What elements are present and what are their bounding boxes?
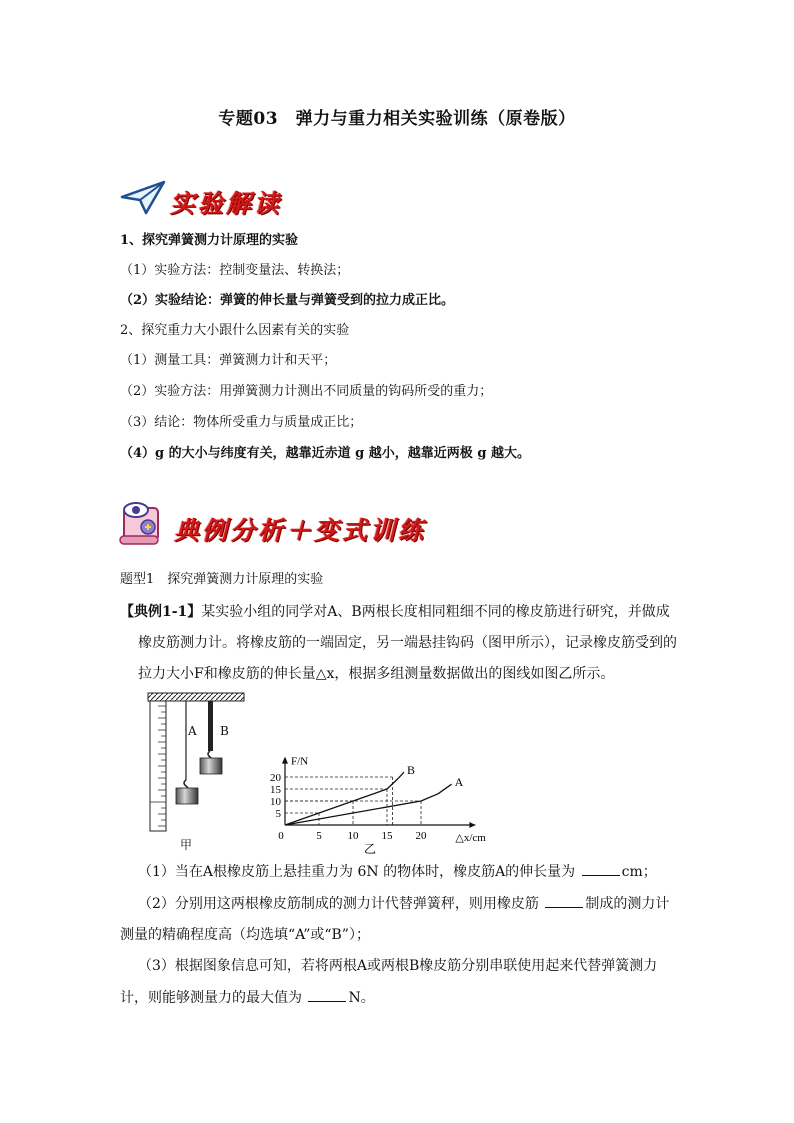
band-label-a: A xyxy=(188,724,197,738)
x-tick-label-20: 20 xyxy=(415,830,427,842)
x-axis-label: △x/cm xyxy=(455,832,486,844)
page-title: 专题03 弹力与重力相关实验训练（原卷版） xyxy=(218,109,576,129)
x-axis-arrow xyxy=(469,822,475,828)
y-tick-label-10: 10 xyxy=(270,796,281,808)
question-1: （1）当在A根橡皮筋上悬挂重力为 6N 的物体时，橡皮筋A的伸长量为 cm； xyxy=(138,864,657,880)
section1-item1: （1）实验方法：控制变量法、转换法； xyxy=(120,263,350,278)
question-3-line2: 计，则能够测量力的最大值为 N。 xyxy=(120,990,375,1006)
example-tag: 【典例1-1】 xyxy=(120,604,202,620)
answer-blank-2[interactable] xyxy=(545,895,583,908)
series-line-B xyxy=(285,772,404,825)
banner-experiment-interpretation: 实验解读 xyxy=(170,189,283,218)
y-tick-label-15: 15 xyxy=(270,784,281,796)
question-2-line2: 测量的精确程度高（均选填“A”或“B”）； xyxy=(120,927,370,943)
section1-heading: 1、探究弹簧测力计原理的实验 xyxy=(120,233,299,248)
problem-stem-line3: 拉力大小F和橡皮筋的伸长量△x，根据多组测量数据做出的图线如图乙所示。 xyxy=(138,666,615,682)
y-axis-label: F/N xyxy=(291,755,309,768)
section1-item2: （2）实验结论：弹簧的伸长量与弹簧受到的拉力成正比。 xyxy=(120,293,455,308)
series-label-A: A xyxy=(454,775,464,790)
answer-blank-3[interactable] xyxy=(308,989,346,1002)
figure-jia xyxy=(146,690,246,850)
banner-examples-and-training: 典例分析＋变式训练 xyxy=(174,516,427,545)
paper-plane-icon xyxy=(120,179,166,215)
scroll-eye-icon xyxy=(118,500,166,546)
problem-stem-line2: 橡皮筋测力计。将橡皮筋的一端固定，另一端悬挂钩码（图甲所示），记录橡皮筋受到的 xyxy=(138,635,677,651)
question-3-line1: （3）根据图象信息可知，若将两根A或两根B橡皮筋分别串联使用起来代替弹簧测力 xyxy=(138,958,658,974)
section2-item4: （4）g 的大小与纬度有关，越靠近赤道 g 越小，越靠近两极 g 越大。 xyxy=(120,446,530,461)
problem-stem-line1: 【典例1-1】某实验小组的同学对A、B两根长度相同粗细不同的橡皮筋进行研究，并做成 xyxy=(120,604,670,620)
section2-item2: （2）实验方法：用弹簧测力计测出不同质量的钩码所受的重力； xyxy=(120,384,493,399)
figure-yi-caption: 乙 xyxy=(363,842,377,856)
origin-label: 0 xyxy=(278,830,284,842)
section2-heading: 2、探究重力大小跟什么因素有关的实验 xyxy=(120,323,350,338)
y-tick-label-20: 20 xyxy=(270,772,281,784)
figure-yi-chart xyxy=(260,695,486,856)
y-axis-arrow xyxy=(282,757,288,764)
problem-type-heading: 题型1 探究弹簧测力计原理的实验 xyxy=(120,572,324,587)
section2-item1: （1）测量工具：弹簧测力计和天平； xyxy=(120,353,337,368)
band-label-b: B xyxy=(220,724,229,738)
x-tick-label-5: 5 xyxy=(316,830,322,842)
series-line-A xyxy=(285,784,452,825)
y-tick-label-5: 5 xyxy=(275,808,281,820)
section2-item3: （3）结论：物体所受重力与质量成正比； xyxy=(120,415,363,430)
question-2: （2）分别用这两根橡皮筋制成的测力计代替弹簧秤，则用橡皮筋 制成的测力计 xyxy=(138,896,670,912)
x-tick-label-10: 10 xyxy=(347,830,359,842)
answer-blank-1[interactable] xyxy=(582,863,620,876)
series-label-B: B xyxy=(407,763,416,778)
x-tick-label-15: 15 xyxy=(381,830,393,842)
figure-jia-caption: 甲 xyxy=(180,838,193,852)
